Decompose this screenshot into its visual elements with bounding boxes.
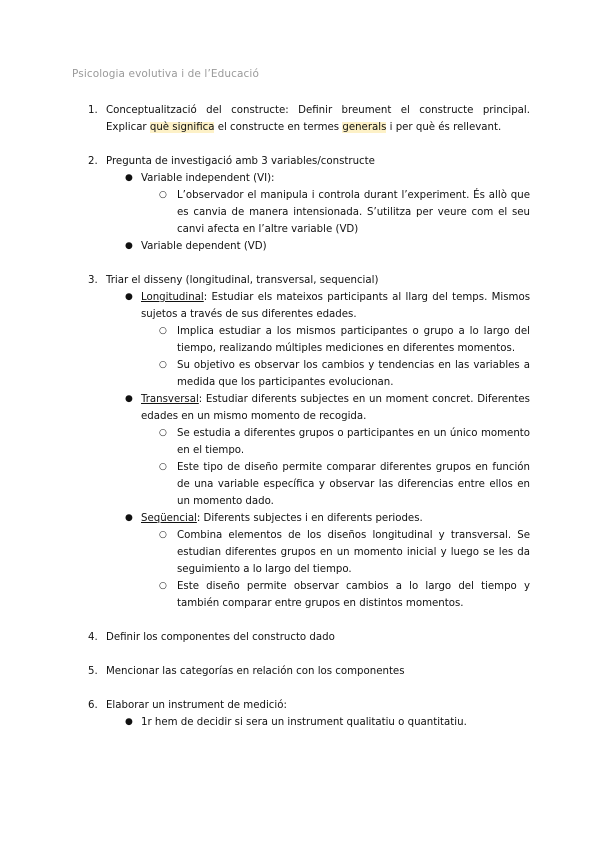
bullet-text: Variable independent (VI): bbox=[141, 173, 275, 184]
list-number: 4. bbox=[88, 632, 98, 643]
bullet-text: : Estudiar diferents subjectes en un moment concret. Diferentes edades en un mismo momento de recogida. bbox=[141, 394, 530, 422]
bullet-item bbox=[106, 238, 530, 255]
sub-bullet-item bbox=[141, 578, 530, 612]
list-number: 5. bbox=[88, 666, 98, 677]
circle-bullet-icon: ○ bbox=[159, 530, 167, 540]
bullet-item bbox=[106, 391, 530, 510]
design-term-sequencial: Seqüencial bbox=[141, 513, 197, 524]
document-header: Psicologia evolutiva i de l’Educació bbox=[72, 68, 259, 80]
document-body bbox=[88, 102, 530, 748]
list-item-1 bbox=[88, 102, 530, 136]
bullet-list bbox=[106, 289, 530, 612]
list-number: 1. bbox=[88, 105, 98, 116]
item-text: Pregunta de investigació amb 3 variables/constructe bbox=[106, 156, 375, 167]
sub-bullet-item bbox=[141, 527, 530, 578]
sub-bullet-list bbox=[141, 187, 530, 238]
sub-bullet-text: Su objetivo es observar los cambios y tendencias en las variables a medida que los participantes evolucionan. bbox=[177, 360, 530, 388]
bullet-icon: ● bbox=[125, 513, 133, 523]
circle-bullet-icon: ○ bbox=[159, 190, 167, 200]
design-term-longitudinal: Longitudinal bbox=[141, 292, 204, 303]
bullet-text: : Estudiar els mateixos participants al llarg del temps. Mismos sujetos a través de sus diferentes edades. bbox=[141, 292, 530, 320]
sub-bullet-text: Este tipo de diseño permite comparar diferentes grupos en función de una variable específica y observar las diferencias entre ellos en un momento dado. bbox=[177, 462, 530, 507]
item-text: Triar el disseny (longitudinal, transversal, sequencial) bbox=[106, 275, 379, 286]
bullet-text: : Diferents subjectes i en diferents periodes. bbox=[196, 513, 423, 524]
design-term-transversal: Transversal bbox=[141, 394, 199, 405]
circle-bullet-icon: ○ bbox=[159, 581, 167, 591]
bullet-item bbox=[106, 510, 530, 612]
list-item-5 bbox=[88, 663, 530, 680]
list-item-4 bbox=[88, 629, 530, 646]
sub-bullet-text: L’observador el manipula i controla durant l’experiment. És allò que es canvia de manera intensionada. S’utilitza per veure com el seu canvi afecta en l’altre variable (VD) bbox=[177, 190, 530, 235]
bullet-icon: ● bbox=[125, 292, 133, 302]
sub-bullet-item bbox=[141, 187, 530, 238]
sub-bullet-text: Este diseño permite observar cambios a lo largo del tiempo y también comparar entre grupos en distintos momentos. bbox=[177, 581, 530, 609]
item-text: Definir los componentes del constructo dado bbox=[106, 632, 335, 643]
sub-bullet-list bbox=[141, 527, 530, 612]
sub-bullet-item bbox=[141, 459, 530, 510]
bullet-item bbox=[106, 714, 530, 731]
bullet-text: Variable dependent (VD) bbox=[141, 241, 267, 252]
item-text: Mencionar las categorías en relación con los componentes bbox=[106, 666, 405, 677]
circle-bullet-icon: ○ bbox=[159, 326, 167, 336]
sub-bullet-item bbox=[141, 323, 530, 357]
highlighted-text: què significa bbox=[149, 122, 215, 133]
sub-bullet-text: Se estudia a diferentes grupos o participantes en un único momento en el tiempo. bbox=[177, 428, 530, 456]
circle-bullet-icon: ○ bbox=[159, 428, 167, 438]
list-number: 2. bbox=[88, 156, 98, 167]
bullet-list bbox=[106, 170, 530, 255]
bullet-item bbox=[106, 170, 530, 238]
item-text: Conceptualització del constructe: Definir breument el constructe principal. Explicar bbox=[106, 105, 530, 133]
list-item-6 bbox=[88, 697, 530, 731]
circle-bullet-icon: ○ bbox=[159, 360, 167, 370]
item-text: el constructe en termes bbox=[214, 122, 343, 133]
bullet-icon: ● bbox=[125, 717, 133, 727]
bullet-icon: ● bbox=[125, 241, 133, 251]
circle-bullet-icon: ○ bbox=[159, 462, 167, 472]
sub-bullet-list bbox=[141, 323, 530, 391]
list-item-2 bbox=[88, 153, 530, 255]
list-number: 6. bbox=[88, 700, 98, 711]
bullet-list bbox=[106, 714, 530, 731]
item-text: Elaborar un instrument de medició: bbox=[106, 700, 287, 711]
bullet-icon: ● bbox=[125, 394, 133, 404]
numbered-list bbox=[88, 102, 530, 731]
bullet-icon: ● bbox=[125, 173, 133, 183]
sub-bullet-item bbox=[141, 425, 530, 459]
item-text: i per què és rellevant. bbox=[386, 122, 502, 133]
bullet-item bbox=[106, 289, 530, 391]
bullet-text: 1r hem de decidir si sera un instrument qualitatiu o quantitatiu. bbox=[141, 717, 467, 728]
sub-bullet-text: Combina elementos de los diseños longitudinal y transversal. Se estudian diferentes grupos en un momento inicial y luego se les da seguimiento a lo largo del tiempo. bbox=[177, 530, 530, 575]
highlighted-text: generals bbox=[342, 122, 387, 133]
list-number: 3. bbox=[88, 275, 98, 286]
sub-bullet-item bbox=[141, 357, 530, 391]
sub-bullet-text: Implica estudiar a los mismos participantes o grupo a lo largo del tiempo, realizando múltiples mediciones en diferentes momentos. bbox=[177, 326, 530, 354]
list-item-3 bbox=[88, 272, 530, 612]
sub-bullet-list bbox=[141, 425, 530, 510]
